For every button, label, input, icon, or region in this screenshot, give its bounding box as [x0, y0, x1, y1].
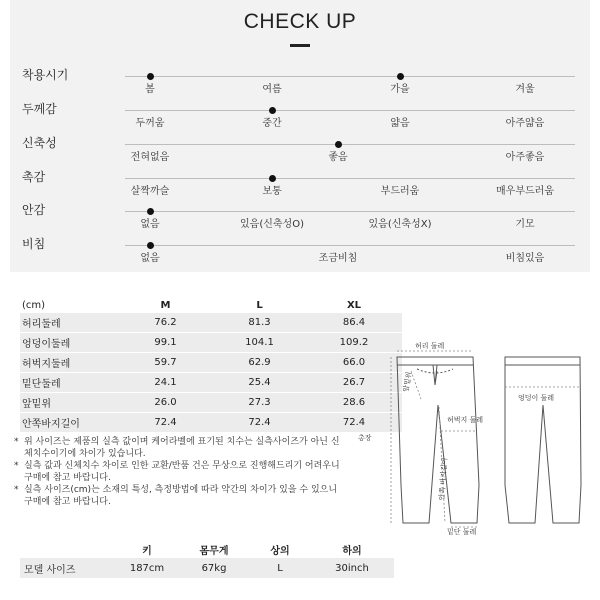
checkup-option: 아주얇음	[505, 118, 545, 129]
checkup-row-label: 신축성	[22, 136, 57, 150]
size-note	[14, 460, 344, 484]
note-text: 실측 사이즈(cm)는 소재의 특성, 측정방법에 따라 약간의 차이가 있을 수 있으니 구매에 참고 바랍니다.	[24, 485, 338, 507]
model-top-size: L	[250, 558, 310, 578]
note-bullet: *	[14, 485, 19, 495]
checkup-row	[10, 168, 590, 202]
checkup-option: 매우부드러움	[496, 186, 554, 197]
size-row-label: 밑단둘레	[20, 373, 118, 393]
length-label: 총장	[358, 434, 372, 442]
checkup-option: 살짝까슬	[130, 186, 170, 197]
checkup-row	[10, 66, 590, 100]
size-notes	[14, 436, 344, 508]
size-cell: 27.3	[213, 393, 306, 413]
size-row-label: 허리둘레	[20, 313, 118, 333]
model-height: 187cm	[116, 558, 178, 578]
size-table-row	[20, 353, 402, 373]
size-cell: 62.9	[213, 353, 306, 373]
front-rise-label: 앞밑위	[401, 371, 414, 393]
model-table-header	[20, 540, 394, 558]
size-cell: 81.3	[213, 313, 306, 333]
model-header-height: 키	[142, 545, 152, 557]
checkup-option: 겨울	[515, 84, 535, 95]
size-cell: 72.4	[213, 413, 306, 433]
checkup-row-label: 두께감	[22, 102, 57, 116]
checkup-row	[10, 201, 590, 235]
size-m-header: M	[160, 299, 171, 311]
size-cell: 28.6	[306, 393, 402, 413]
checkup-scale-line	[125, 144, 575, 145]
size-cell: 99.1	[118, 333, 213, 353]
note-text: 위 사이즈는 제품의 실측 값이며 케어라벨에 표기된 치수는 실측사이즈가 아닌 신체치수이기에 차이가 있습니다.	[24, 437, 340, 459]
pants-measurement-diagram	[355, 335, 595, 535]
title-underline	[290, 44, 310, 47]
checkup-selected-dot	[147, 242, 154, 249]
size-table-row	[20, 373, 402, 393]
checkup-scale-line	[125, 211, 575, 212]
checkup-row	[10, 235, 590, 269]
checkup-selected-dot	[397, 73, 404, 80]
checkup-option: 없음	[140, 253, 160, 264]
size-table-row	[20, 413, 402, 433]
checkup-row	[10, 134, 590, 168]
checkup-option: 좋음	[328, 152, 348, 163]
checkup-option: 조금비침	[318, 253, 358, 264]
model-bottom-size: 30inch	[310, 558, 394, 578]
waist-label: 허리 둘레	[415, 342, 445, 350]
checkup-scale-line	[125, 110, 575, 111]
size-cell: 104.1	[213, 333, 306, 353]
checkup-option: 있음(신축성X)	[368, 219, 432, 230]
model-header-blank	[20, 540, 116, 558]
size-note	[14, 436, 344, 460]
checkup-option: 여름	[262, 84, 282, 95]
model-size-table	[20, 540, 394, 578]
checkup-option: 보통	[262, 186, 282, 197]
checkup-option: 있음(신축성O)	[240, 219, 304, 230]
size-cell: 109.2	[306, 333, 402, 353]
checkup-option: 봄	[145, 84, 155, 95]
size-note	[14, 484, 344, 508]
checkup-panel	[10, 0, 590, 272]
checkup-option: 기모	[515, 219, 535, 230]
size-table-row	[20, 333, 402, 353]
checkup-selected-dot	[335, 141, 342, 148]
checkup-scale-line	[125, 76, 575, 77]
size-cell: 76.2	[118, 313, 213, 333]
model-table-row	[20, 558, 394, 578]
checkup-scale-line	[125, 178, 575, 179]
checkup-selected-dot	[269, 175, 276, 182]
thigh-label: 허벅지 둘레	[447, 416, 484, 424]
model-header-top: 상의	[270, 545, 290, 557]
size-row-label: 안쪽바지길이	[20, 413, 118, 433]
checkup-option: 부드러움	[380, 186, 420, 197]
back-pants-outline	[505, 357, 581, 523]
size-cell: 24.1	[118, 373, 213, 393]
checkup-option: 비침있음	[505, 253, 545, 264]
checkup-selected-dot	[147, 208, 154, 215]
checkup-option: 아주좋음	[505, 152, 545, 163]
checkup-option: 없음	[140, 219, 160, 230]
size-cell: 66.0	[306, 353, 402, 373]
size-cell: 72.4	[118, 413, 213, 433]
size-cell: 26.7	[306, 373, 402, 393]
size-table	[20, 297, 402, 433]
checkup-title: CHECK UP	[243, 10, 357, 33]
model-header-weight: 몸무게	[199, 545, 229, 557]
size-cell: 72.4	[306, 413, 402, 433]
size-unit-header: (cm)	[22, 299, 46, 311]
model-header-bottom: 하의	[342, 545, 362, 557]
size-cell: 86.4	[306, 313, 402, 333]
inseam-label: 안쪽 바지길이	[437, 457, 449, 501]
checkup-row	[10, 100, 590, 134]
checkup-row-label: 촉감	[22, 170, 46, 184]
checkup-selected-dot	[147, 73, 154, 80]
checkup-row-label: 착용시기	[22, 68, 69, 82]
size-table-row	[20, 313, 402, 333]
model-weight: 67kg	[178, 558, 250, 578]
checkup-option: 가을	[390, 84, 410, 95]
hip-label: 엉덩이 둘레	[518, 394, 555, 402]
size-row-label: 허벅지둘레	[20, 353, 118, 373]
checkup-scale-line	[125, 245, 575, 246]
size-table-header	[20, 297, 402, 313]
size-row-label: 앞밑위	[20, 393, 118, 413]
note-bullet: *	[14, 437, 19, 447]
checkup-row-label: 안감	[22, 203, 46, 217]
size-l-header: L	[256, 299, 263, 311]
note-text: 실측 값과 신체치수 차이로 인한 교환/반품 건은 무상으로 진행해드리기 어려우니 구매에 참고 바랍니다.	[24, 461, 340, 483]
size-row-label: 엉덩이둘레	[20, 333, 118, 353]
checkup-selected-dot	[269, 107, 276, 114]
model-row-label: 모델 사이즈	[20, 558, 116, 578]
checkup-option: 전혀없음	[130, 152, 170, 163]
size-cell: 25.4	[213, 373, 306, 393]
size-xl-header: XL	[346, 299, 362, 311]
size-cell: 26.0	[118, 393, 213, 413]
checkup-row-label: 비침	[22, 237, 46, 251]
checkup-option: 두꺼움	[135, 118, 165, 129]
size-table-row	[20, 393, 402, 413]
size-cell: 59.7	[118, 353, 213, 373]
hem-label: 밑단 둘레	[447, 528, 477, 536]
pants-illustration	[355, 335, 595, 535]
checkup-option: 얇음	[390, 118, 410, 129]
checkup-option: 중간	[262, 118, 282, 129]
note-bullet: *	[14, 461, 19, 471]
